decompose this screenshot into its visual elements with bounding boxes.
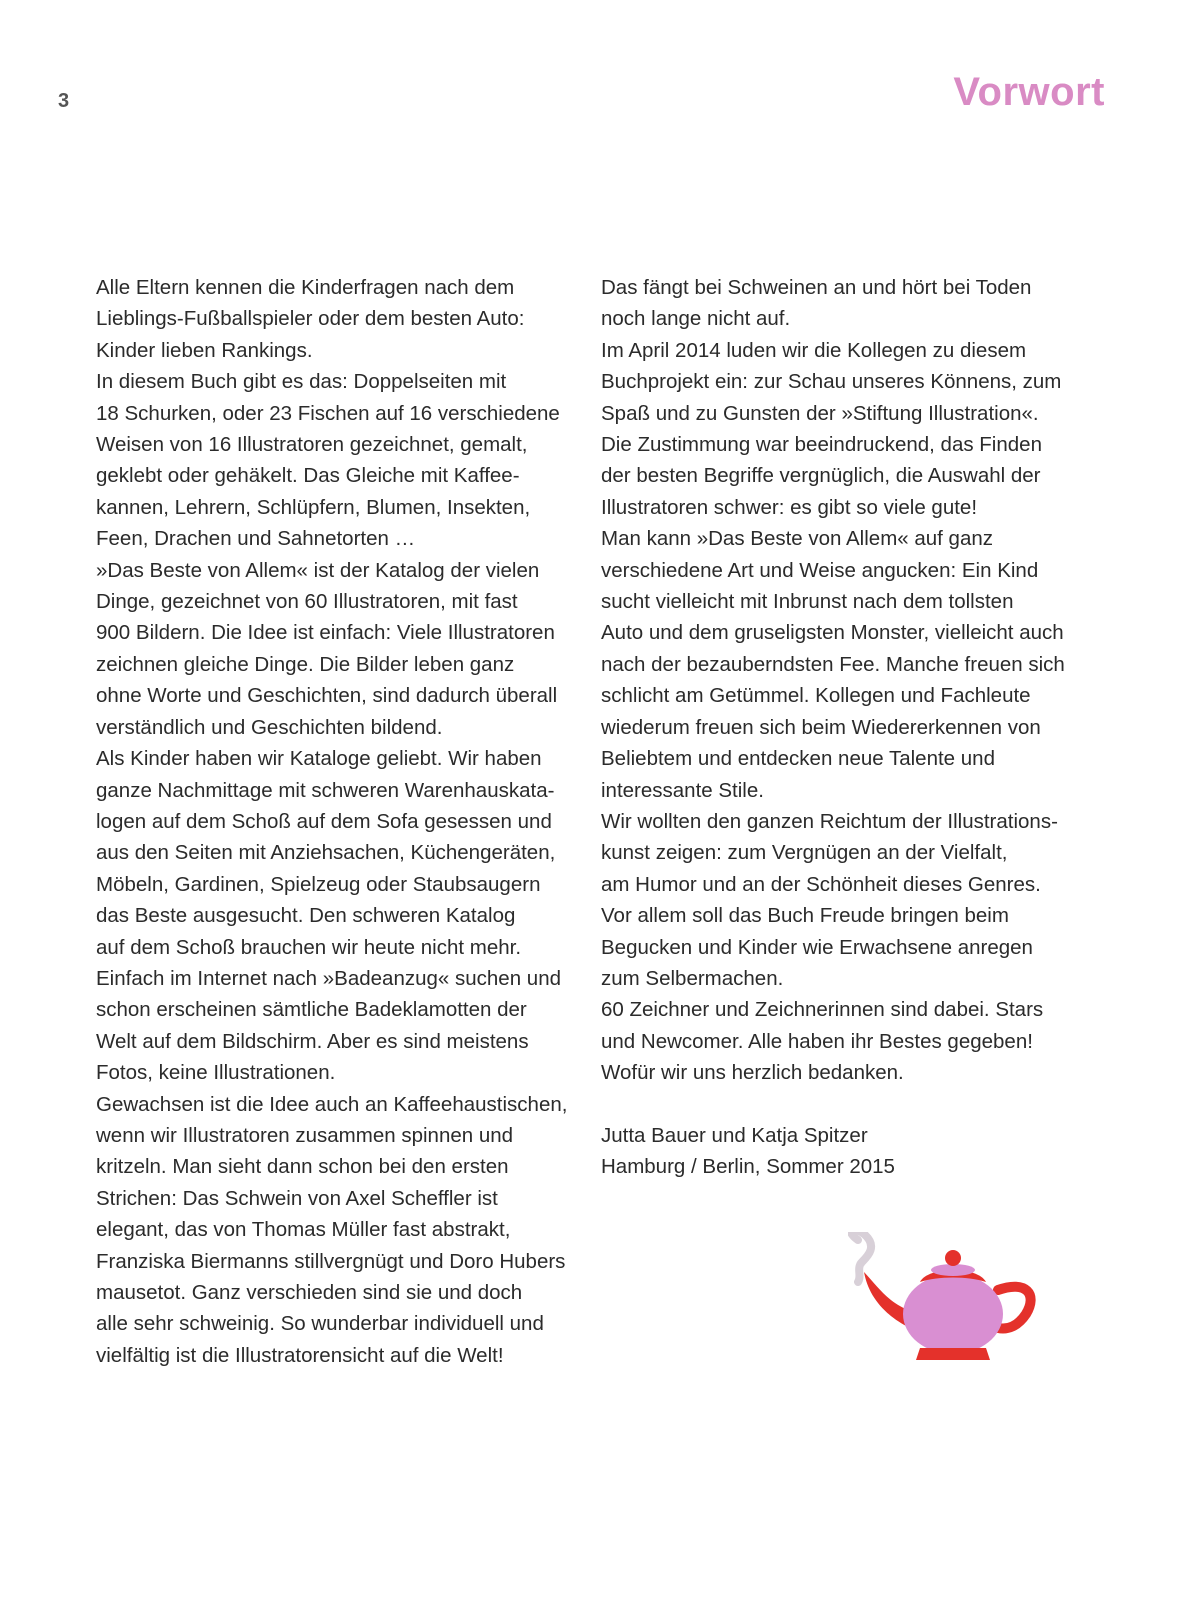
left-column-line: Feen, Drachen und Sahnetorten …	[96, 527, 416, 551]
left-column-line: auf dem Schoß brauchen wir heute nicht mehr.	[96, 935, 522, 959]
left-column-line: zeichnen gleiche Dinge. Die Bilder leben ganz	[96, 652, 515, 676]
page-number: 3	[58, 90, 70, 112]
right-column-lines	[601, 272, 1091, 1089]
right-column-line: Begucken und Kinder wie Erwachsene anregen	[601, 935, 1033, 959]
left-column-line: Strichen: Das Schwein von Axel Scheffler ist	[96, 1186, 498, 1210]
right-column-line: interessante Stile.	[601, 778, 764, 802]
left-column-line: vielfältig ist die Illustratorensicht auf die Welt!	[96, 1343, 504, 1367]
left-column-line: Franziska Biermanns stillvergnügt und Doro Hubers	[96, 1249, 566, 1273]
teapot-icon	[848, 1232, 1058, 1372]
left-column-line: Als Kinder haben wir Kataloge geliebt. Wir haben	[96, 747, 542, 771]
left-column-line: verständlich und Geschichten bildend.	[96, 715, 443, 739]
right-column-line: Buchprojekt ein: zur Schau unseres Könnens, zum	[601, 370, 1062, 394]
right-column-line: Vor allem soll das Buch Freude bringen beim	[601, 904, 1009, 928]
left-column-line: das Beste ausgesucht. Den schweren Katalog	[96, 904, 516, 928]
left-column-line: wenn wir Illustratoren zusammen spinnen und	[96, 1123, 514, 1147]
left-column-line: Fotos, keine Illustrationen.	[96, 1061, 336, 1085]
teapot-handle	[998, 1287, 1031, 1329]
left-column-line: Möbeln, Gardinen, Spielzeug oder Staubsaugern	[96, 872, 541, 896]
left-column-line: kritzeln. Man sieht dann schon bei den ersten	[96, 1155, 509, 1179]
left-column-line: alle sehr schweinig. So wunderbar individuell und	[96, 1312, 544, 1336]
right-column-line: 60 Zeichner und Zeichnerinnen sind dabei. Stars	[601, 998, 1044, 1022]
left-column-line: Welt auf dem Bildschirm. Aber es sind meistens	[96, 1029, 529, 1053]
signature-spacer	[601, 1089, 1091, 1120]
right-column-line: schlicht am Getümmel. Kollegen und Fachleute	[601, 684, 1031, 708]
left-column-line: ohne Worte und Geschichten, sind dadurch überall	[96, 684, 558, 708]
left-column-line: ganze Nachmittage mit schweren Warenhauskata-	[96, 778, 555, 802]
right-column-line: sucht vielleicht mit Inbrunst nach dem tollsten	[601, 590, 1014, 614]
left-column-line: geklebt oder gehäkelt. Das Gleiche mit Kaffee-	[96, 464, 520, 488]
left-column-line: aus den Seiten mit Anziehsachen, Küchengeräten,	[96, 841, 556, 865]
left-column-line: 900 Bildern. Die Idee ist einfach: Viele Illustratoren	[96, 621, 555, 645]
left-column-line: In diesem Buch gibt es das: Doppelseiten mit	[96, 370, 507, 394]
left-column-line: Alle Eltern kennen die Kinderfragen nach dem	[96, 276, 515, 299]
left-column-line: elegant, das von Thomas Müller fast abstrakt,	[96, 1218, 511, 1242]
right-column-line: am Humor und an der Schönheit dieses Genres.	[601, 872, 1041, 896]
right-column-line: noch lange nicht auf.	[601, 307, 791, 331]
left-column-line: mausetot. Ganz verschieden sind sie und doch	[96, 1281, 523, 1304]
teapot-body	[903, 1274, 1003, 1354]
right-column-line: nach der bezauberndsten Fee. Manche freuen sich	[601, 652, 1065, 676]
left-column-line: kannen, Lehrern, Schlüpfern, Blumen, Insekten,	[96, 495, 531, 519]
left-column-line: logen auf dem Schoß auf dem Sofa gesessen und	[96, 809, 552, 833]
right-column-line: Im April 2014 luden wir die Kollegen zu diesem	[601, 338, 1027, 362]
teapot-spout	[864, 1272, 910, 1328]
right-column-line: Illustratoren schwer: es gibt so viele gute!	[601, 495, 978, 519]
right-column-line: Auto und dem gruseligsten Monster, vielleicht auch	[601, 621, 1064, 645]
right-column-line: Wir wollten den ganzen Reichtum der Illustrations-	[601, 809, 1058, 833]
right-column-line: Beliebtem und entdecken neue Talente und	[601, 747, 995, 771]
right-column-line: Das fängt bei Schweinen an und hört bei Toden	[601, 276, 1032, 299]
right-column-line: verschiedene Art und Weise angucken: Ein Kind	[601, 558, 1039, 582]
right-column-line: und Newcomer. Alle haben ihr Bestes gegeben!	[601, 1029, 1033, 1053]
right-column-line: Wofür wir uns herzlich bedanken.	[601, 1061, 904, 1085]
left-column-line: Einfach im Internet nach »Badeanzug« suchen und	[96, 966, 561, 990]
left-column-line: Gewachsen ist die Idee auch an Kaffeehaustischen,	[96, 1092, 568, 1116]
left-column-line: Lieblings-Fußballspieler oder dem besten Auto:	[96, 307, 525, 331]
right-column-line: zum Selbermachen.	[601, 966, 784, 990]
teapot-base	[916, 1348, 990, 1360]
teapot-steam	[851, 1232, 871, 1282]
teapot-knob	[945, 1250, 961, 1266]
right-column-line: wiederum freuen sich beim Wiedererkennen von	[601, 715, 1041, 739]
left-text-column	[96, 272, 571, 1371]
left-column-line: Kinder lieben Rankings.	[96, 338, 313, 362]
left-column-line: schon erscheinen sämtliche Badeklamotten der	[96, 998, 527, 1022]
left-column-line: »Das Beste von Allem« ist der Katalog der vielen	[96, 558, 540, 582]
right-column-line: der besten Begriffe vergnüglich, die Auswahl der	[601, 464, 1041, 488]
page-title: Vorwort	[953, 70, 1105, 114]
signature-place-date: Hamburg / Berlin, Sommer 2015	[601, 1155, 895, 1179]
signature-names: Jutta Bauer und Katja Spitzer	[601, 1123, 868, 1147]
left-column-line: Weisen von 16 Illustratoren gezeichnet, gemalt,	[96, 433, 528, 457]
right-column-line: kunst zeigen: zum Vergnügen an der Vielfalt,	[601, 841, 1008, 865]
left-column-line: 18 Schurken, oder 23 Fischen auf 16 verschiedene	[96, 401, 560, 425]
right-column-line: Spaß und zu Gunsten der »Stiftung Illustration«.	[601, 401, 1039, 425]
right-column-line: Die Zustimmung war beeindruckend, das Finden	[601, 433, 1042, 457]
right-column-line: Man kann »Das Beste von Allem« auf ganz	[601, 527, 994, 551]
right-text-column	[601, 272, 1091, 1183]
left-column-line: Dinge, gezeichnet von 60 Illustratoren, mit fast	[96, 590, 518, 614]
